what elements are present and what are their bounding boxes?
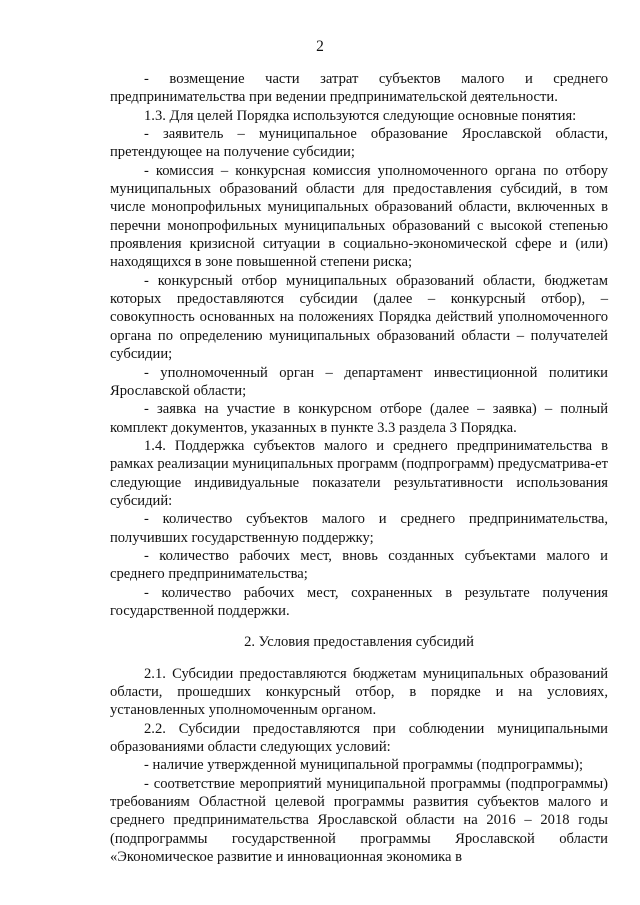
paragraph: - соответствие мероприятий муниципальной программы (подпрограммы) требованиям Областной целевой программы развития субъектов малого и среднего предпринимательства Ярославской области на 2016 – 2018 годы (подпрограммы государственной программы Ярославской области «Экономическое развитие и инновационная экономика в (110, 775, 608, 866)
section-title: 2. Условия предоставления субсидий (244, 634, 474, 651)
paragraph: - уполномоченный орган – департамент инвестиционной политики Ярославской области; (110, 364, 608, 399)
paragraph: - конкурсный отбор муниципальных образований области, бюджетам которых предоставляются субсидии (далее – конкурсный отбор), – совокупность основанных на положениях Порядка действий уполномоченного органа по определению муниципальных образований области – получателей субсидии; (110, 272, 608, 363)
paragraph: - заявитель – муниципальное образование Ярославской области, претендующее на получение субсидии; (110, 126, 608, 161)
paragraph: 1.3. Для целей Порядка используются следующие основные понятия: (144, 107, 577, 124)
paragraph: - наличие утвержденной муниципальной программы (подпрограммы); (144, 757, 584, 774)
paragraph: - количество рабочих мест, вновь созданных субъектами малого и среднего предпринимательства; (110, 547, 608, 583)
paragraph: - количество рабочих мест, сохраненных в результате получения государственной поддержки. (110, 584, 608, 619)
paragraph: - заявка на участие в конкурсном отборе (далее – заявка) – полный комплект документов, указанных в пункте 3.3 раздела 3 Порядка. (110, 401, 608, 436)
paragraph: 1.4. Поддержка субъектов малого и среднего предпринимательства в рамках реализации муниципальных программ (подпрограмм) предусматрива-ет следующие индивидуальные показатели результативности использования субсидий: (110, 437, 608, 509)
paragraph: - количество субъектов малого и среднего предпринимательства, получивших государственную поддержку; (110, 511, 608, 546)
page-number: 2 (316, 38, 324, 55)
paragraph: - возмещение части затрат субъектов малого и среднего предпринимательства при ведении предпринимательской деятельности. (110, 71, 608, 106)
page-content (110, 70, 608, 866)
paragraph: 2.2. Субсидии предоставляются при соблюдении муниципальными образованиями области следующих условий: (110, 720, 608, 756)
paragraph: 2.1. Субсидии предоставляются бюджетам муниципальных образований области, прошедших конкурсный отбор, в порядке и на условиях, установленных уполномоченным органом. (110, 665, 608, 719)
paragraph: - комиссия – конкурсная комиссия уполномоченного органа по отбору муниципальных образований области для предоставления субсидий, в том числе монопрофильных муниципальных образований области, включенных в перечни монопрофильных муниципальных образований с высокой степенью проявления кризисной ситуации в социально-экономической сфере и (или) находящихся в зоне повышенной степени риска; (110, 162, 608, 271)
